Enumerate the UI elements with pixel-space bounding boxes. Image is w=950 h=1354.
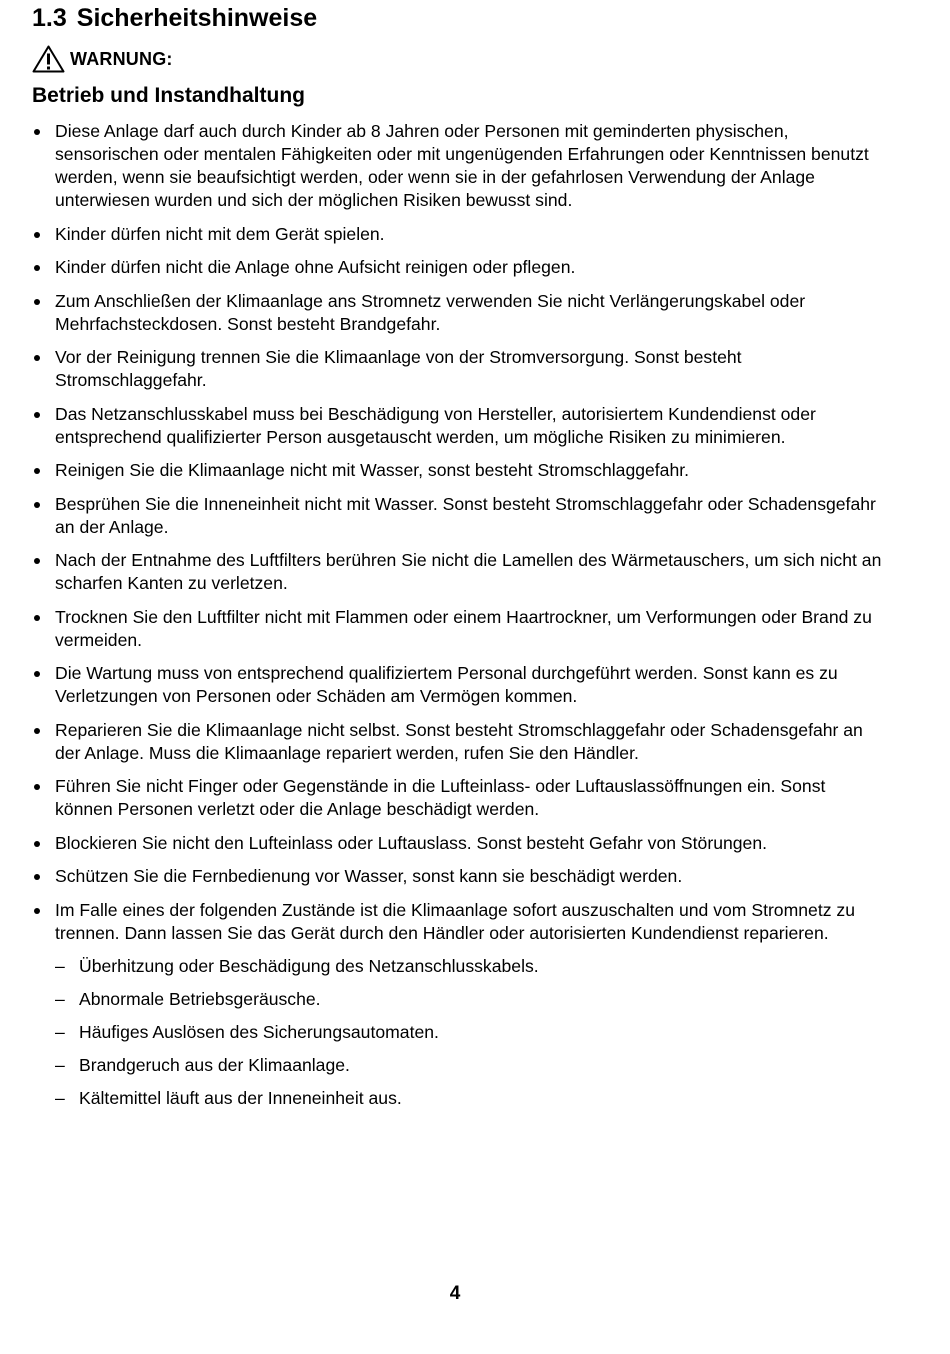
sub-list-item: – Abnormale Betriebsgeräusche. bbox=[55, 988, 882, 1011]
sub-list-item: – Kältemittel läuft aus der Inneneinheit aus. bbox=[55, 1087, 882, 1110]
list-item: Blockieren Sie nicht den Lufteinlass oder Luftauslass. Sonst besteht Gefahr von Störungen. bbox=[32, 832, 882, 855]
warning-label: WARNUNG: bbox=[70, 48, 173, 69]
list-item: Das Netzanschlusskabel muss bei Beschädigung von Hersteller, autorisiertem Kundendienst oder entsprechend qualifizierter Person ausgetauscht werden, um mögliche Risiken zu minimieren. bbox=[32, 403, 882, 449]
list-item: Führen Sie nicht Finger oder Gegenstände in die Lufteinlass- oder Luftauslassöffnungen ein. Sonst können Personen verletzt oder die Anlage beschädigt werden. bbox=[32, 775, 882, 821]
section-number: 1.3 bbox=[32, 4, 67, 32]
list-item: Diese Anlage darf auch durch Kinder ab 8 Jahren oder Personen mit geminderten physischen, sensorischen oder mentalen Fähigkeiten oder mit ungenügenden Erfahrungen oder Kenntnissen benutzt werden, wenn sie beaufsichtigt werden, oder wenn sie in der gefahrlosen Verwendung der Anlage unterwiesen wurden und sich der möglichen Risiken bewusst sind. bbox=[32, 120, 882, 212]
list-item: Die Wartung muss von entsprechend qualifiziertem Personal durchgeführt werden. Sonst kann es zu Verletzungen von Personen oder Schäden am Vermögen kommen. bbox=[32, 662, 882, 708]
sub-list-item: – Häufiges Auslösen des Sicherungsautomaten. bbox=[55, 1021, 882, 1044]
list-item: Schützen Sie die Fernbedienung vor Wasser, sonst kann sie beschädigt werden. bbox=[32, 865, 882, 888]
warning-triangle-icon bbox=[32, 45, 65, 73]
list-item: Nach der Entnahme des Luftfilters berühren Sie nicht die Lamellen des Wärmetauschers, um sich nicht an scharfen Kanten zu verletzen. bbox=[32, 549, 882, 595]
page-number: 4 bbox=[449, 1283, 461, 1304]
sub-list-item: – Brandgeruch aus der Klimaanlage. bbox=[55, 1054, 882, 1077]
safety-list bbox=[32, 120, 882, 1110]
list-item: Reinigen Sie die Klimaanlage nicht mit Wasser, sonst besteht Stromschlaggefahr. bbox=[32, 459, 882, 482]
section-title-text: Sicherheitshinweise bbox=[76, 4, 318, 32]
list-item: Vor der Reinigung trennen Sie die Klimaanlage von der Stromversorgung. Sonst besteht Stromschlaggefahr. bbox=[32, 346, 882, 392]
warning-callout bbox=[32, 44, 882, 74]
subheading: Betrieb und Instandhaltung bbox=[32, 84, 305, 107]
list-item: Trocknen Sie den Luftfilter nicht mit Flammen oder einem Haartrockner, um Verformungen oder Brand zu vermeiden. bbox=[32, 606, 882, 652]
list-item: Besprühen Sie die Inneneinheit nicht mit Wasser. Sonst besteht Stromschlaggefahr oder Schadensgefahr an der Anlage. bbox=[32, 493, 882, 539]
sub-list-item: – Überhitzung oder Beschädigung des Netzanschlusskabels. bbox=[55, 955, 882, 978]
list-item: Kinder dürfen nicht die Anlage ohne Aufsicht reinigen oder pflegen. bbox=[32, 256, 882, 279]
sub-list bbox=[55, 955, 882, 1110]
list-item-text: Im Falle eines der folgenden Zustände ist die Klimaanlage sofort auszuschalten und vom Stromnetz zu trennen. Dann lassen Sie das Gerät durch den Händler oder autorisierten Kundendienst reparieren. bbox=[55, 899, 855, 943]
list-item: Zum Anschließen der Klimaanlage ans Stromnetz verwenden Sie nicht Verlängerungskabel oder Mehrfachsteckdosen. Sonst besteht Brandgefahr. bbox=[32, 290, 882, 336]
list-item: Kinder dürfen nicht mit dem Gerät spielen. bbox=[32, 223, 882, 246]
list-item-with-subitems bbox=[32, 899, 882, 1110]
document-page bbox=[32, 0, 882, 1120]
section-title bbox=[32, 0, 882, 37]
list-item: Reparieren Sie die Klimaanlage nicht selbst. Sonst besteht Stromschlaggefahr oder Schadensgefahr an der Anlage. Muss die Klimaanlage repariert werden, rufen Sie den Händler. bbox=[32, 719, 882, 765]
